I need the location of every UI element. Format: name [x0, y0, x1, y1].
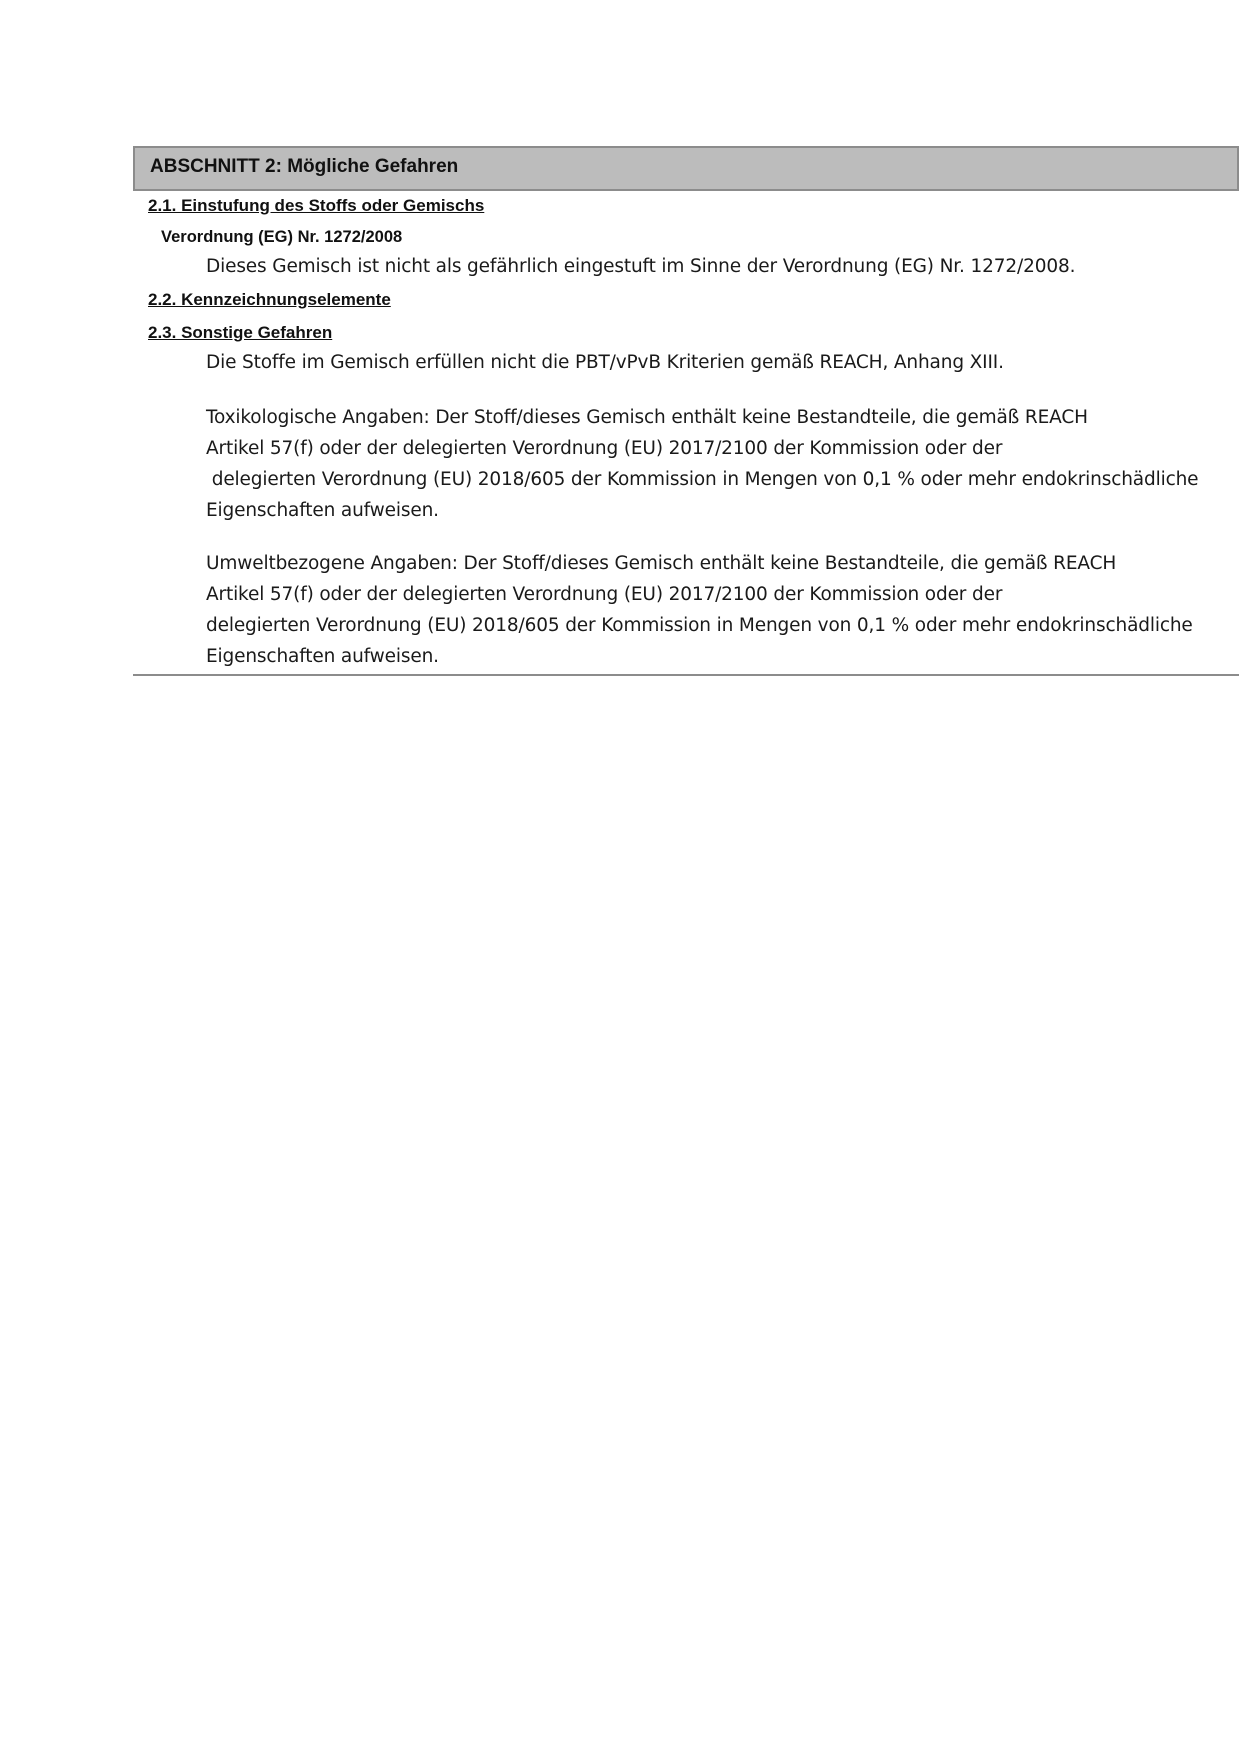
section-bottom-rule: [133, 674, 1239, 676]
section-title: ABSCHNITT 2: Mögliche Gefahren: [150, 156, 459, 177]
classification-line: Dieses Gemisch ist nicht als gefährlich eingestuft im Sinne der Verordnung (EG) Nr. 1272/2008.: [206, 256, 1076, 277]
environmental-paragraph: [206, 548, 1193, 672]
classification-text: [206, 251, 1075, 282]
paragraph-line: delegierten Verordnung (EU) 2018/605 der Kommission in Mengen von 0,1 % oder mehr endokrinschädliche: [206, 615, 1193, 636]
toxicological-paragraph: [206, 402, 1198, 526]
pbt-line: Die Stoffe im Gemisch erfüllen nicht die PBT/vPvB Kriterien gemäß REACH, Anhang XIII.: [206, 352, 1004, 373]
regulation-label: Verordnung (EG) Nr. 1272/2008: [161, 228, 403, 246]
paragraph-line: Artikel 57(f) oder der delegierten Verordnung (EU) 2017/2100 der Kommission oder der: [206, 438, 1003, 459]
heading-2-3: 2.3. Sonstige Gefahren: [148, 323, 333, 342]
paragraph-line: delegierten Verordnung (EU) 2018/605 der Kommission in Mengen von 0,1 % oder mehr endokrinschädliche: [206, 469, 1199, 490]
paragraph-line: Toxikologische Angaben: Der Stoff/dieses Gemisch enthält keine Bestandteile, die gemäß REACH: [206, 407, 1088, 428]
paragraph-line: Eigenschaften aufweisen.: [206, 646, 439, 667]
paragraph-line: Artikel 57(f) oder der delegierten Verordnung (EU) 2017/2100 der Kommission oder der: [206, 584, 1003, 605]
paragraph-line: Umweltbezogene Angaben: Der Stoff/dieses Gemisch enthält keine Bestandteile, die gemäß REACH: [206, 553, 1117, 574]
heading-2-2: 2.2. Kennzeichnungselemente: [148, 290, 391, 309]
paragraph-line: Eigenschaften aufweisen.: [206, 500, 439, 521]
section-header-bar: [133, 146, 1239, 191]
heading-2-1: 2.1. Einstufung des Stoffs oder Gemischs: [148, 196, 485, 215]
pbt-text: [206, 347, 1004, 378]
